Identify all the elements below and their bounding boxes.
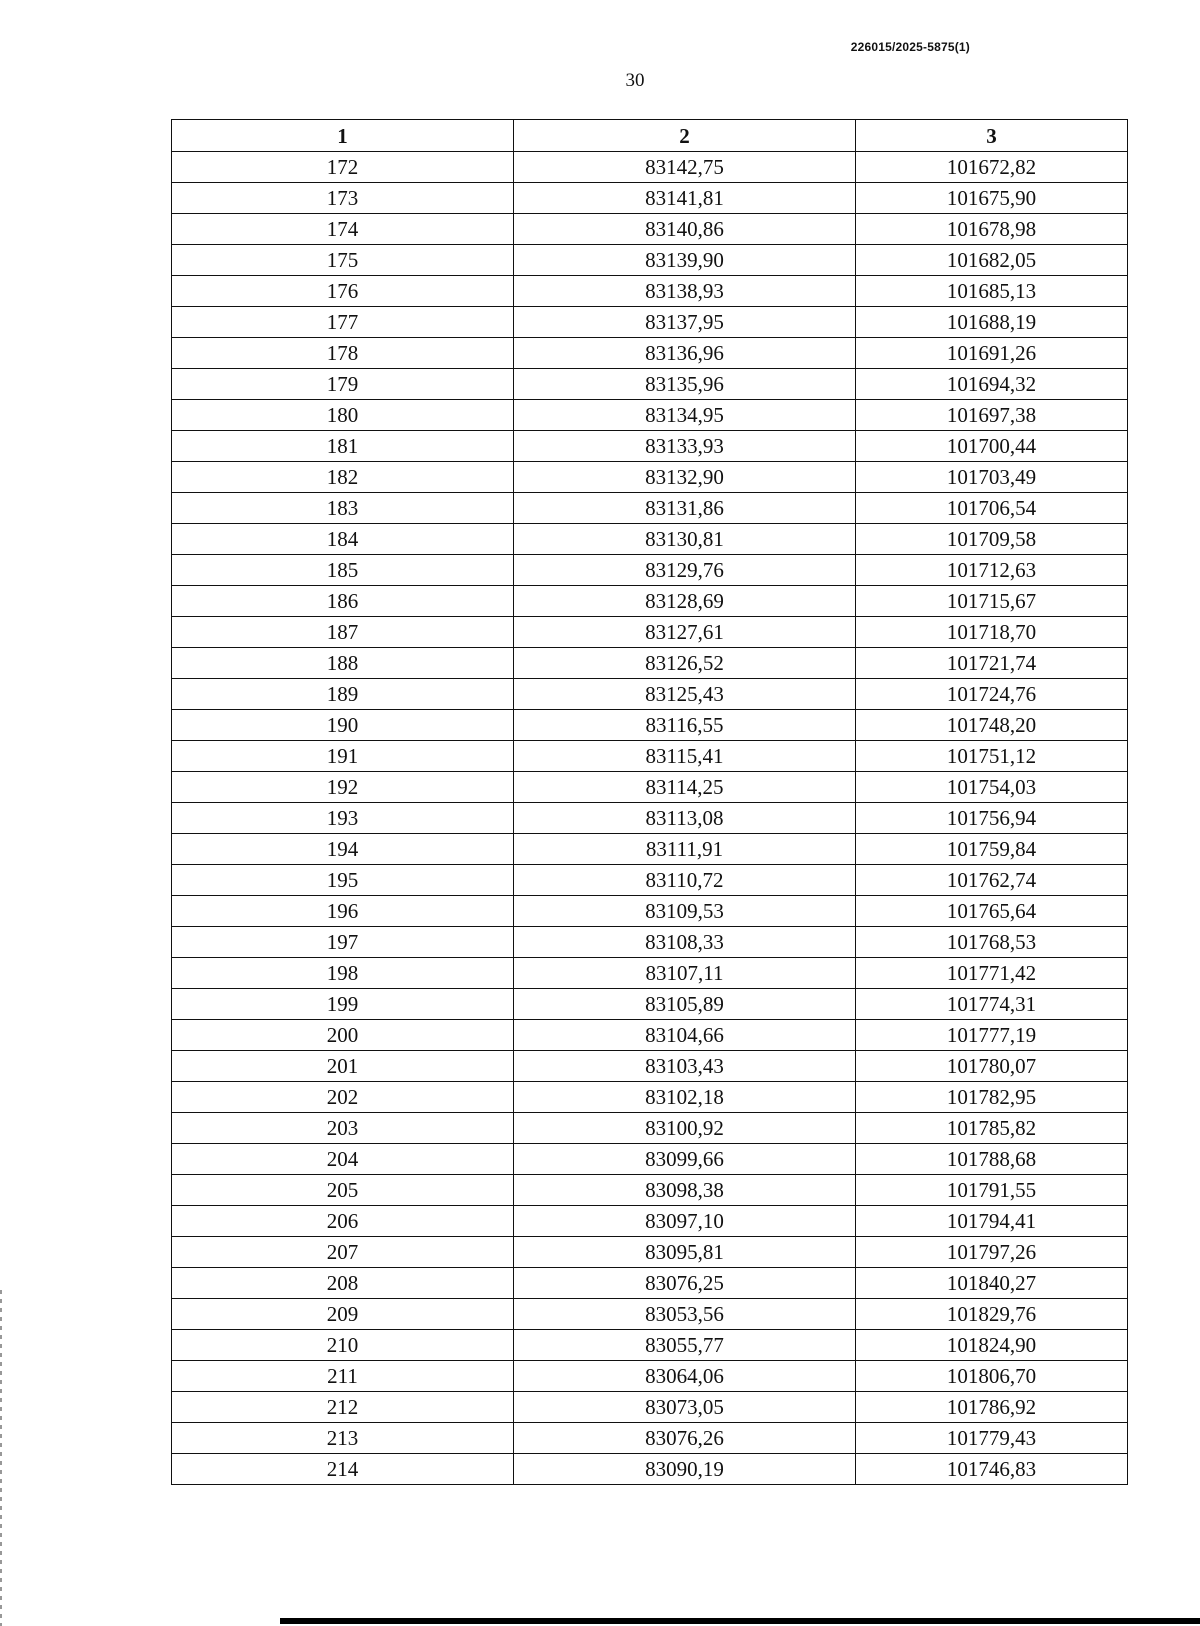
table-cell-col-2: 83142,75 bbox=[514, 152, 856, 183]
table-row bbox=[172, 1144, 1128, 1175]
table-cell-col-3: 101780,07 bbox=[856, 1051, 1128, 1082]
table-cell-col-1: 205 bbox=[172, 1175, 514, 1206]
table-cell-col-1: 180 bbox=[172, 400, 514, 431]
table-row bbox=[172, 1082, 1128, 1113]
table-row bbox=[172, 276, 1128, 307]
table-cell-col-2: 83111,91 bbox=[514, 834, 856, 865]
table-row bbox=[172, 617, 1128, 648]
table-cell-col-1: 203 bbox=[172, 1113, 514, 1144]
table-cell-col-3: 101765,64 bbox=[856, 896, 1128, 927]
table-cell-col-2: 83126,52 bbox=[514, 648, 856, 679]
table-cell-col-1: 206 bbox=[172, 1206, 514, 1237]
table-cell-col-1: 214 bbox=[172, 1454, 514, 1485]
table-cell-col-1: 212 bbox=[172, 1392, 514, 1423]
table-cell-col-2: 83098,38 bbox=[514, 1175, 856, 1206]
table-cell-col-2: 83113,08 bbox=[514, 803, 856, 834]
bottom-rule bbox=[280, 1618, 1200, 1624]
table-cell-col-2: 83114,25 bbox=[514, 772, 856, 803]
table-cell-col-1: 181 bbox=[172, 431, 514, 462]
table-row bbox=[172, 524, 1128, 555]
table-cell-col-1: 184 bbox=[172, 524, 514, 555]
table-row bbox=[172, 183, 1128, 214]
table-cell-col-3: 101791,55 bbox=[856, 1175, 1128, 1206]
table-cell-col-2: 83133,93 bbox=[514, 431, 856, 462]
table-cell-col-2: 83139,90 bbox=[514, 245, 856, 276]
table-cell-col-1: 174 bbox=[172, 214, 514, 245]
table-row bbox=[172, 1175, 1128, 1206]
table-row bbox=[172, 710, 1128, 741]
table-row bbox=[172, 369, 1128, 400]
table-header bbox=[172, 120, 1128, 152]
table-cell-col-1: 177 bbox=[172, 307, 514, 338]
table-cell-col-2: 83109,53 bbox=[514, 896, 856, 927]
table-row bbox=[172, 741, 1128, 772]
header-row bbox=[172, 120, 1128, 152]
table-cell-col-2: 83076,25 bbox=[514, 1268, 856, 1299]
table-cell-col-1: 197 bbox=[172, 927, 514, 958]
table-cell-col-3: 101824,90 bbox=[856, 1330, 1128, 1361]
table-cell-col-2: 83141,81 bbox=[514, 183, 856, 214]
table-cell-col-2: 83107,11 bbox=[514, 958, 856, 989]
table-row bbox=[172, 1268, 1128, 1299]
table-row bbox=[172, 431, 1128, 462]
table-cell-col-1: 211 bbox=[172, 1361, 514, 1392]
table-cell-col-2: 83137,95 bbox=[514, 307, 856, 338]
table-cell-col-3: 101786,92 bbox=[856, 1392, 1128, 1423]
table-cell-col-3: 101777,19 bbox=[856, 1020, 1128, 1051]
table-row bbox=[172, 989, 1128, 1020]
table-cell-col-1: 193 bbox=[172, 803, 514, 834]
table-cell-col-2: 83130,81 bbox=[514, 524, 856, 555]
table-row bbox=[172, 152, 1128, 183]
table-cell-col-3: 101709,58 bbox=[856, 524, 1128, 555]
table-cell-col-2: 83103,43 bbox=[514, 1051, 856, 1082]
column-header-2: 2 bbox=[514, 120, 856, 152]
table-row bbox=[172, 772, 1128, 803]
table-cell-col-1: 207 bbox=[172, 1237, 514, 1268]
table-row bbox=[172, 1423, 1128, 1454]
table-cell-col-2: 83138,93 bbox=[514, 276, 856, 307]
table-cell-col-3: 101785,82 bbox=[856, 1113, 1128, 1144]
table-cell-col-1: 179 bbox=[172, 369, 514, 400]
table-row bbox=[172, 1051, 1128, 1082]
table-cell-col-2: 83055,77 bbox=[514, 1330, 856, 1361]
table-cell-col-1: 208 bbox=[172, 1268, 514, 1299]
table-row bbox=[172, 958, 1128, 989]
table-cell-col-1: 201 bbox=[172, 1051, 514, 1082]
table-row bbox=[172, 927, 1128, 958]
table-cell-col-1: 185 bbox=[172, 555, 514, 586]
table-cell-col-2: 83140,86 bbox=[514, 214, 856, 245]
table-cell-col-3: 101759,84 bbox=[856, 834, 1128, 865]
table-cell-col-3: 101806,70 bbox=[856, 1361, 1128, 1392]
table-cell-col-1: 186 bbox=[172, 586, 514, 617]
table-row bbox=[172, 679, 1128, 710]
table-cell-col-3: 101672,82 bbox=[856, 152, 1128, 183]
table-row bbox=[172, 1206, 1128, 1237]
table-cell-col-2: 83125,43 bbox=[514, 679, 856, 710]
table-cell-col-1: 202 bbox=[172, 1082, 514, 1113]
table-cell-col-3: 101697,38 bbox=[856, 400, 1128, 431]
table-cell-col-2: 83102,18 bbox=[514, 1082, 856, 1113]
table-cell-col-2: 83073,05 bbox=[514, 1392, 856, 1423]
scan-edge-mark bbox=[0, 1290, 2, 1626]
table-cell-col-2: 83116,55 bbox=[514, 710, 856, 741]
table-cell-col-1: 178 bbox=[172, 338, 514, 369]
table-cell-col-2: 83135,96 bbox=[514, 369, 856, 400]
table-row bbox=[172, 1392, 1128, 1423]
table-cell-col-2: 83132,90 bbox=[514, 462, 856, 493]
table-cell-col-1: 204 bbox=[172, 1144, 514, 1175]
table-cell-col-1: 210 bbox=[172, 1330, 514, 1361]
table-cell-col-2: 83110,72 bbox=[514, 865, 856, 896]
table-cell-col-3: 101748,20 bbox=[856, 710, 1128, 741]
table-cell-col-3: 101794,41 bbox=[856, 1206, 1128, 1237]
column-header-3: 3 bbox=[856, 120, 1128, 152]
table-cell-col-3: 101703,49 bbox=[856, 462, 1128, 493]
table-cell-col-3: 101678,98 bbox=[856, 214, 1128, 245]
table-cell-col-2: 83105,89 bbox=[514, 989, 856, 1020]
table-row bbox=[172, 896, 1128, 927]
table-cell-col-1: 199 bbox=[172, 989, 514, 1020]
table-cell-col-1: 209 bbox=[172, 1299, 514, 1330]
table-cell-col-1: 196 bbox=[172, 896, 514, 927]
table-cell-col-1: 172 bbox=[172, 152, 514, 183]
table-row bbox=[172, 586, 1128, 617]
table-row bbox=[172, 307, 1128, 338]
table-cell-col-1: 175 bbox=[172, 245, 514, 276]
table-row bbox=[172, 555, 1128, 586]
table-cell-col-3: 101718,70 bbox=[856, 617, 1128, 648]
table-cell-col-1: 200 bbox=[172, 1020, 514, 1051]
table-row bbox=[172, 1237, 1128, 1268]
table-cell-col-2: 83129,76 bbox=[514, 555, 856, 586]
table-row bbox=[172, 648, 1128, 679]
table-cell-col-1: 182 bbox=[172, 462, 514, 493]
table-cell-col-3: 101694,32 bbox=[856, 369, 1128, 400]
document-id: 226015/2025-5875(1) bbox=[850, 40, 970, 54]
table-cell-col-3: 101724,76 bbox=[856, 679, 1128, 710]
table-cell-col-1: 176 bbox=[172, 276, 514, 307]
column-header-1: 1 bbox=[172, 120, 514, 152]
table-cell-col-2: 83115,41 bbox=[514, 741, 856, 772]
table-cell-col-3: 101829,76 bbox=[856, 1299, 1128, 1330]
table-cell-col-1: 213 bbox=[172, 1423, 514, 1454]
table-cell-col-3: 101706,54 bbox=[856, 493, 1128, 524]
table-cell-col-3: 101840,27 bbox=[856, 1268, 1128, 1299]
table-cell-col-3: 101675,90 bbox=[856, 183, 1128, 214]
table-row bbox=[172, 400, 1128, 431]
table-row bbox=[172, 803, 1128, 834]
table-body bbox=[172, 152, 1128, 1485]
table-cell-col-2: 83095,81 bbox=[514, 1237, 856, 1268]
table-row bbox=[172, 1454, 1128, 1485]
table-row bbox=[172, 834, 1128, 865]
table-cell-col-1: 189 bbox=[172, 679, 514, 710]
table-cell-col-2: 83100,92 bbox=[514, 1113, 856, 1144]
table-cell-col-3: 101774,31 bbox=[856, 989, 1128, 1020]
table-cell-col-3: 101782,95 bbox=[856, 1082, 1128, 1113]
table-cell-col-3: 101751,12 bbox=[856, 741, 1128, 772]
table-cell-col-1: 198 bbox=[172, 958, 514, 989]
table-cell-col-3: 101688,19 bbox=[856, 307, 1128, 338]
table-row bbox=[172, 865, 1128, 896]
table-row bbox=[172, 338, 1128, 369]
table-cell-col-1: 192 bbox=[172, 772, 514, 803]
table-cell-col-2: 83076,26 bbox=[514, 1423, 856, 1454]
table-cell-col-1: 173 bbox=[172, 183, 514, 214]
table-cell-col-2: 83099,66 bbox=[514, 1144, 856, 1175]
table-cell-col-2: 83064,06 bbox=[514, 1361, 856, 1392]
table-row bbox=[172, 245, 1128, 276]
table-row bbox=[172, 1361, 1128, 1392]
table-cell-col-3: 101691,26 bbox=[856, 338, 1128, 369]
table-cell-col-1: 188 bbox=[172, 648, 514, 679]
table-cell-col-3: 101712,63 bbox=[856, 555, 1128, 586]
table-cell-col-2: 83134,95 bbox=[514, 400, 856, 431]
table-cell-col-2: 83053,56 bbox=[514, 1299, 856, 1330]
table-cell-col-1: 195 bbox=[172, 865, 514, 896]
table-cell-col-3: 101715,67 bbox=[856, 586, 1128, 617]
table-cell-col-3: 101721,74 bbox=[856, 648, 1128, 679]
table-cell-col-2: 83127,61 bbox=[514, 617, 856, 648]
table-cell-col-1: 191 bbox=[172, 741, 514, 772]
table-cell-col-2: 83104,66 bbox=[514, 1020, 856, 1051]
table-cell-col-2: 83131,86 bbox=[514, 493, 856, 524]
table-cell-col-3: 101756,94 bbox=[856, 803, 1128, 834]
table-cell-col-2: 83097,10 bbox=[514, 1206, 856, 1237]
table-row bbox=[172, 493, 1128, 524]
table-row bbox=[172, 1330, 1128, 1361]
table-row bbox=[172, 1113, 1128, 1144]
table-cell-col-1: 194 bbox=[172, 834, 514, 865]
table-cell-col-2: 83108,33 bbox=[514, 927, 856, 958]
table-cell-col-3: 101797,26 bbox=[856, 1237, 1128, 1268]
table-cell-col-2: 83136,96 bbox=[514, 338, 856, 369]
table-row bbox=[172, 214, 1128, 245]
table-cell-col-1: 190 bbox=[172, 710, 514, 741]
table-row bbox=[172, 462, 1128, 493]
table-cell-col-3: 101685,13 bbox=[856, 276, 1128, 307]
table-row bbox=[172, 1020, 1128, 1051]
table-cell-col-3: 101788,68 bbox=[856, 1144, 1128, 1175]
table-cell-col-3: 101762,74 bbox=[856, 865, 1128, 896]
table-cell-col-2: 83128,69 bbox=[514, 586, 856, 617]
table-cell-col-3: 101746,83 bbox=[856, 1454, 1128, 1485]
table-cell-col-3: 101682,05 bbox=[856, 245, 1128, 276]
table-cell-col-3: 101700,44 bbox=[856, 431, 1128, 462]
table-cell-col-2: 83090,19 bbox=[514, 1454, 856, 1485]
table-cell-col-3: 101754,03 bbox=[856, 772, 1128, 803]
table-cell-col-3: 101779,43 bbox=[856, 1423, 1128, 1454]
coordinates-table bbox=[171, 119, 1128, 1485]
table-cell-col-1: 187 bbox=[172, 617, 514, 648]
table-cell-col-3: 101768,53 bbox=[856, 927, 1128, 958]
page-number: 30 bbox=[625, 70, 645, 91]
table-cell-col-3: 101771,42 bbox=[856, 958, 1128, 989]
table-cell-col-1: 183 bbox=[172, 493, 514, 524]
table-row bbox=[172, 1299, 1128, 1330]
